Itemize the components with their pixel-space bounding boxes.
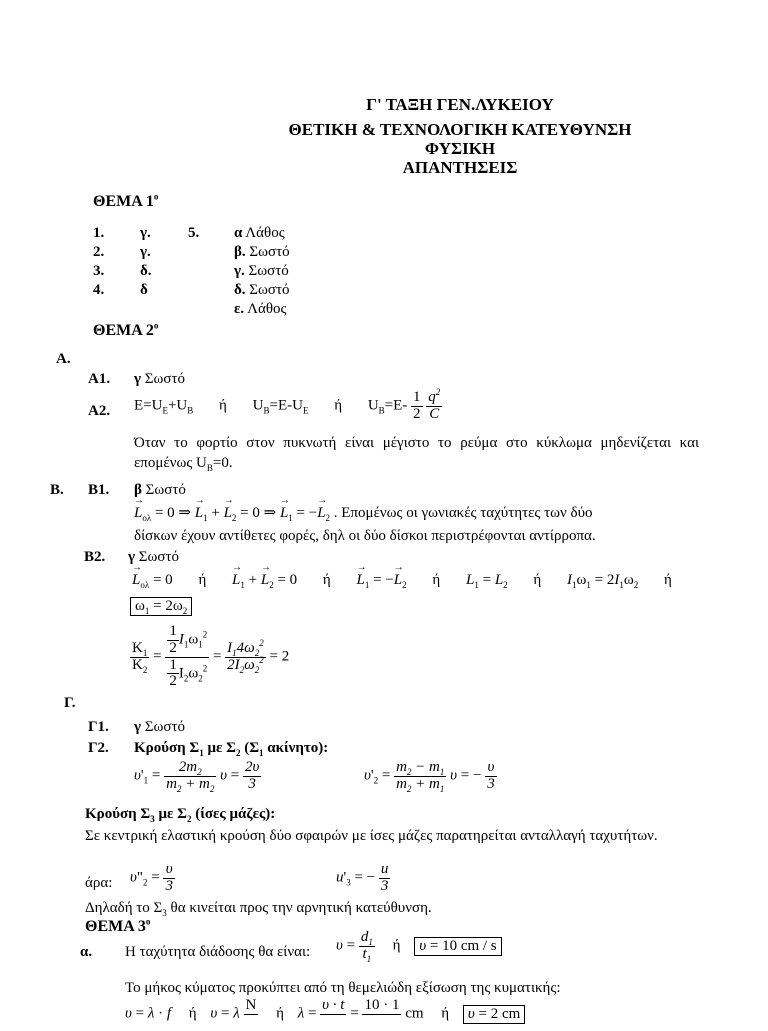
ara-label: άρα: bbox=[85, 875, 113, 891]
collision2-paragraph: Σε κεντρική ελαστική κρούση δύο σφαιρών με ίσες μάζες παρατηρείται ανταλλαγή ταχυτήτων. bbox=[85, 828, 658, 844]
collision2-v2-equation: $\upsilon"_2$ = $\frac{\upsilon}{3}$ bbox=[130, 861, 173, 894]
theme1-title: ΘΕΜΑ $1^o$ bbox=[93, 191, 159, 210]
a2-label: Α2. bbox=[88, 403, 111, 419]
wave-paragraph: Το μήκος κύματος προκύπτει από τη θεμελιώδη εξίσωση της κυματικής: bbox=[125, 980, 561, 996]
g1-answer: γ Σωστό bbox=[134, 719, 185, 735]
theme1-q4-number: 4. bbox=[93, 282, 105, 298]
theme1-q5-number: 5. bbox=[188, 225, 200, 241]
theme1-q5-b: β. Σωστό bbox=[234, 244, 290, 260]
theme1-q2-answer: γ. bbox=[140, 244, 151, 260]
collision2-title: Κρούση $\Sigma_3$ με $\Sigma_2$ (ίσες μάζες): bbox=[85, 806, 276, 824]
collision1-v1-equation: $\upsilon'_1$ = $\frac{2m_2}{m_2 + m_2}$ υ = $\frac{2\upsilon}{3}$ bbox=[134, 759, 260, 794]
theme1-q4-answer: δ bbox=[140, 282, 148, 298]
theme1-q1-answer: γ. bbox=[140, 225, 151, 241]
wavelength-equation: υ = λ · f ή υ = λ N ή λ = υ · t = 10 · 1 cm ή υ = 2 cm bbox=[125, 998, 525, 1031]
b2-equation-1: → $L_{o\lambda} = 0$ $ή \to L_1$ + → $L_2 = 0$ $ή \to L_1$ = −→ $L_2$ ή $L_1 = L_2$ ή $I_1\omega_1 = 2I_1\omega_2$ ή bbox=[132, 572, 672, 589]
conclusion-text: Δηλαδή το $\Sigma_3$ θα κινείται προς την αρνητική κατεύθυνση. bbox=[85, 900, 432, 918]
collision2-u3-equation: $u'_3$ = − $\frac{u}{3}$ bbox=[336, 861, 389, 894]
theme3-title: ΘΕΜΑ $3^o$ bbox=[85, 916, 151, 935]
b1-line2: δίσκων έχουν αντίθετες φορές, δηλ οι δύο δίσκοι περιστρέφονται αντίρροπα. bbox=[134, 528, 596, 544]
theme1-q3-answer: δ. bbox=[140, 263, 152, 279]
theme2-title: ΘΕΜΑ $2^o$ bbox=[93, 320, 159, 339]
g2-title: Κρούση $\Sigma_1$ με $\Sigma_2$ ($\Sigma_1$ ακίνητο): bbox=[134, 740, 329, 758]
b2-label: Β2. bbox=[84, 549, 106, 565]
b2-boxed-result: $\omega_1 = 2\omega_2$ bbox=[130, 597, 192, 616]
g2-label: Γ2. bbox=[88, 740, 109, 756]
alpha-label: α. bbox=[80, 944, 93, 960]
speed-equation: υ = $\frac{d_1}{t_1}$ ή υ = 10 cm / s bbox=[336, 930, 502, 963]
a1-label: Α1. bbox=[88, 371, 111, 387]
header-line-1: Γ' ΤΑΞΗ ΓΕΝ.ΛΥΚΕΙΟΥ bbox=[366, 95, 554, 114]
theme1-q3-number: 3. bbox=[93, 263, 105, 279]
b2-answer: γ Σωστό bbox=[128, 549, 179, 565]
theme1-q1-number: 1. bbox=[93, 225, 105, 241]
theme1-q5-d: δ. Σωστό bbox=[234, 282, 290, 298]
alpha-text: Η ταχύτητα διάδοσης θα είναι: bbox=[125, 944, 311, 960]
header-line-3: ΦΥΣΙΚΗ bbox=[424, 139, 496, 158]
b1-equation: → $L_{o\lambda} = 0$ ⇒ → $L_1$ + → $L_2 = 0$ ⇒ → $L_1$ = −→ $L_2$ . Επομένως οι γωνιακές ταχύτητες των δύο bbox=[134, 505, 593, 522]
header-line-4: ΑΠΑΝΤΗΣΕΙΣ bbox=[402, 158, 518, 177]
b1-answer: β Σωστό bbox=[134, 482, 186, 498]
a2-paragraph: Όταν το φορτίο στον πυκνωτή είναι μέγιστο το ρεύμα στο κύκλωμα μηδενίζεται και επομένως $U_B=0$. bbox=[134, 435, 699, 474]
section-a-label: Α. bbox=[56, 351, 71, 367]
section-b-label: Β. bbox=[50, 482, 64, 498]
theme1-q5-a: α Λάθος bbox=[234, 225, 285, 241]
a1-answer: γ Σωστό bbox=[134, 371, 185, 387]
b1-label: Β1. bbox=[88, 482, 110, 498]
theme1-q2-number: 2. bbox=[93, 244, 105, 260]
header-line-2: ΘΕΤΙΚΗ & ΤΕΧΝΟΛΟΓΙΚΗ ΚΑΤΕΥΘΥΝΣΗ bbox=[288, 120, 632, 139]
b2-kinetic-ratio: $\frac{K_1}{K_2}$ = $\frac{1}{2}$ $I_1\omega_1^2$ $\frac{1}{2}$ $I_2\omega_2^2$ = $\frac{I_14\omega_2^2}{2I_2\omega_2^2}$ = 2 bbox=[132, 623, 290, 690]
collision1-v2-equation: $\upsilon'_2$ = $\frac{m_2 - m_1}{m_2 + m_1}$ υ = − $\frac{\upsilon}{3}$ bbox=[364, 759, 495, 794]
section-c-label: Γ. bbox=[64, 695, 76, 711]
a2-equation: $E=U_E+U_B$ ή $U_B=E-U_E$ ή $U_B=E-$ $\frac{1}{2}$ $\frac{q^2}{C}$ bbox=[134, 387, 441, 422]
g1-label: Γ1. bbox=[88, 719, 109, 735]
theme1-q5-c: γ. Σωστό bbox=[234, 263, 289, 279]
theme1-q5-e: ε. Λάθος bbox=[234, 301, 287, 317]
